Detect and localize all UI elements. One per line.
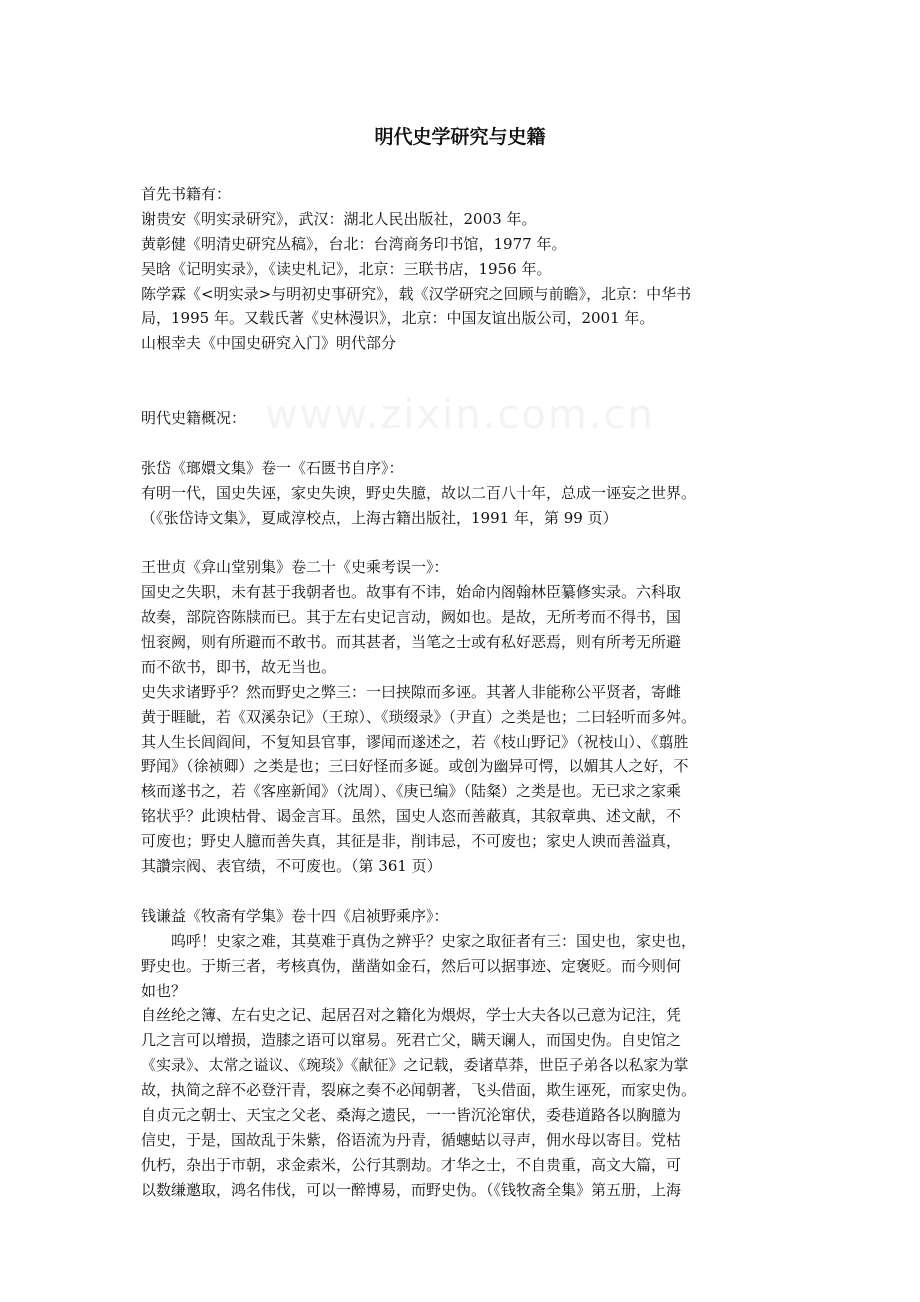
text-line: 吴晗《记明实录》，《读史札记》，北京：三联书店，1956 年。 [141, 259, 552, 278]
text-line: 几之言可以增损，造膝之语可以窜易。死君亡父，瞒天谰人，而国史伪。自史馆之 [141, 1031, 682, 1050]
text-line: 黄于睚眦，若《双溪杂记》（王琼）、《琐缀录》（尹直）之类是也；二曰轻听而多舛。 [141, 707, 697, 726]
document-body [141, 182, 786, 1203]
text-line: 忸衮阙，则有所避而不敢书。而其甚者，当笔之士或有私好恶焉，则有所考无所避 [141, 633, 682, 652]
text-line: 史失求诸野乎？然而野史之弊三：一曰挟隙而多诬。其著人非能称公平贤者，寄雌 [141, 682, 682, 701]
text-line: 谢贵安《明实录研究》，武汉：湖北人民出版社，2003 年。 [141, 209, 537, 228]
page-title: 明代史学研究与史籍 [374, 126, 546, 148]
text-line: 核而遂书之，若《客座新闻》（沈周）、《庚已编》（陆粲）之类是也。无已求之家乘 [141, 782, 682, 801]
text-line: 国史之失职，未有甚于我朝者也。故事有不讳，始命内阁翰林臣纂修实录。六科取 [141, 583, 682, 602]
text-line: 呜呼！史家之难，其莫难于真伪之辨乎？史家之取征者有三：国史也，家史也， [141, 931, 697, 950]
text-line: 而不欲书，即书，故无当也。 [141, 657, 337, 676]
text-line: 以数缣邀取，鸿名伟伐，可以一醉博易，而野史伪。（《钱牧斋全集》第五册，上海 [141, 1180, 682, 1199]
watermark: www.zixin.com.cn [265, 392, 655, 438]
text-line: 有明一代，国史失诬，家史失谀，野史失臆，故以二百八十年，总成一诬妄之世界。 [141, 483, 697, 502]
text-line: 其人生长闾阎间，不复知县官事，谬闻而遂述之，若《枝山野记》（祝枝山）、《翦胜 [141, 732, 689, 751]
text-line: 明代史籍概况： [141, 409, 247, 428]
text-line: 陈学霖《<明实录>与明初史事研究》，载《汉学研究之回顾与前瞻》，北京：中华书 [141, 284, 692, 303]
blank-line [141, 356, 786, 381]
text-line: 张岱《瑯嬛文集》卷一《石匮书自序》： [141, 458, 404, 477]
text-line: 自丝纶之簿、左右史之记、起居召对之籍化为煨烬，学士大夫各以己意为记注，凭 [141, 1006, 682, 1025]
text-line: 黄彰健《明清史研究丛稿》，台北：台湾商务印书馆，1977 年。 [141, 234, 567, 253]
text-line: 铭状乎？此谀枯骨、谒金言耳。虽然，国史人恣而善蔽真，其叙章典、述文献，不 [141, 807, 682, 826]
text-line: 仇朽，杂出于市朝，求金索米，公行其剽劫。才华之士，不自贵重，高文大篇，可 [141, 1155, 682, 1174]
text-line: 其讚宗阀、表官绩，不可废也。（第 361 页） [141, 857, 442, 876]
text-line: 故，执简之辞不必登汗青，裂麻之奏不必闻朝著，飞头借面，欺生诬死，而家史伪。 [141, 1081, 697, 1100]
text-line: 如也？ [141, 981, 187, 1000]
text-line: 《实录》、太常之谥议、《琬琰》《献征》之记载，委诸草莽，世臣子弟各以私家为掌 [141, 1056, 689, 1075]
text-line: 山根幸夫《中国史研究入门》明代部分 [141, 334, 397, 353]
text-line: 野闻》（徐祯卿）之类是也；三曰好怪而多诞。或创为幽异可愕，以媚其人之好，不 [141, 757, 689, 776]
text-line: （《张岱诗文集》，夏咸淳校点，上海古籍出版社，1991 年，第 99 页） [141, 508, 618, 527]
text-line: 故奏，部院咨陈牍而已。其于左右史记言动，阙如也。是故，无所考而不得书，国 [141, 608, 682, 627]
text-line: 可废也；野史人臆而善失真，其征是非，削讳忌，不可废也；家史人谀而善溢真， [141, 832, 682, 851]
text-line: 王世贞《弇山堂别集》卷二十《史乘考误一》： [141, 558, 449, 577]
text-line: 首先书籍有： [141, 185, 232, 203]
text-line: 钱谦益《牧斋有学集》卷十四《启祯野乘序》： [141, 906, 449, 925]
text-line: 信史，于是，国故乱于朱紫，俗语流为丹青，循蟪蛄以寻声，佣水母以寄目。党枯 [141, 1130, 682, 1149]
text-line: 局，1995 年。又载氏著《史林漫识》，北京：中国友谊出版公司，2001 年。 [141, 309, 655, 328]
text-line: 自贞元之朝士、天宝之父老、桑海之遗民，一一皆沉沦窜伏，委巷道路各以胸臆为 [141, 1105, 682, 1124]
blank-line [141, 530, 786, 555]
blank-line [141, 879, 786, 904]
text-line: 野史也。于斯三者，考核真伪，凿凿如金石，然后可以据事迹、定褒贬。而今则何 [141, 956, 682, 975]
